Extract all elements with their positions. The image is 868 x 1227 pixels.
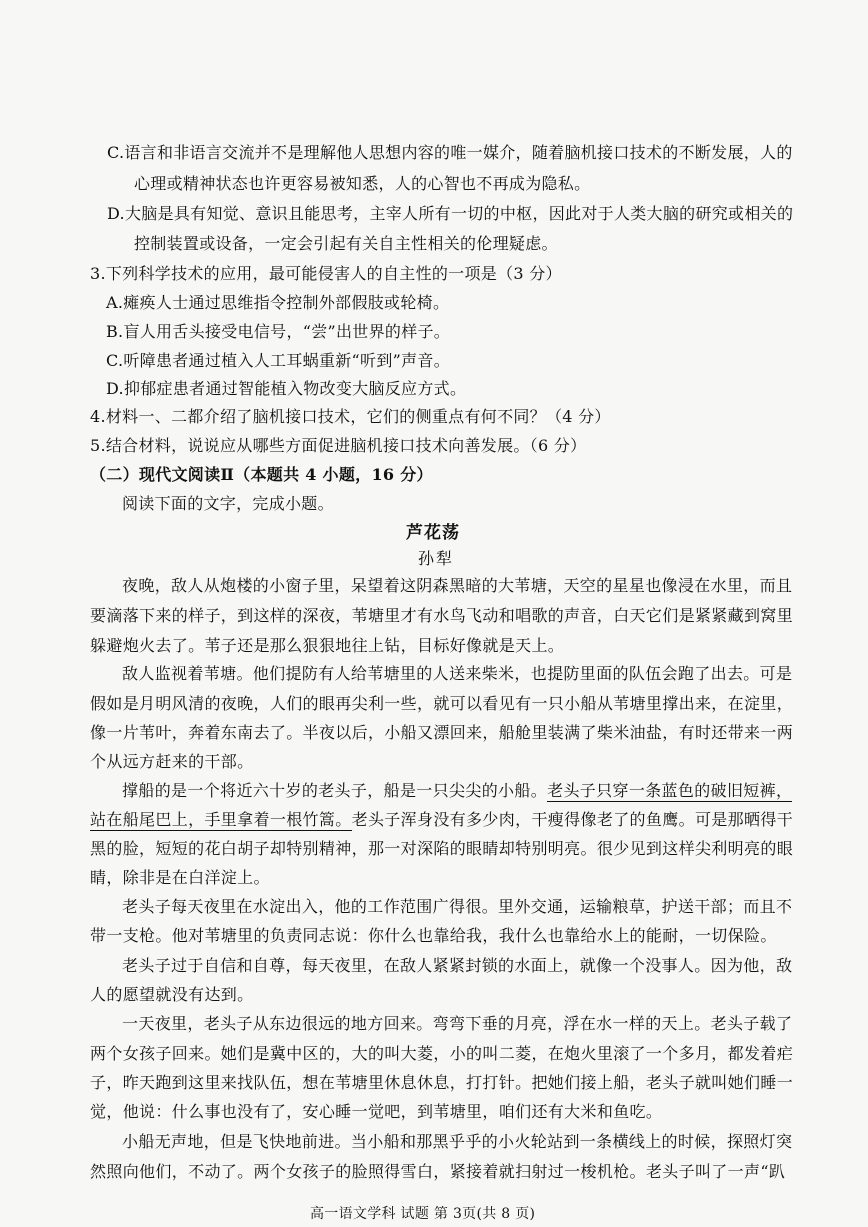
- question-3-option-a: A.瘫痪人士通过思维指令控制外部假肢或轮椅。: [106, 293, 450, 312]
- option-d-line1: D.大脑是具有知觉、意识且能思考，主宰人所有一切的中枢，因此对于人类大脑的研究或相关的: [107, 204, 794, 223]
- article-author: 孙犁: [418, 549, 455, 568]
- article-title: 芦花荡: [406, 523, 460, 543]
- article-line: 睛，除非是在白洋淀上。: [90, 868, 270, 887]
- article-line: 一天夜里，老头子从东边很远的地方回来。弯弯下垂的月亮，浮在水一样的天上。老头子载了: [122, 1014, 793, 1033]
- article-line: 夜晚，敌人从炮楼的小窗子里，呆望着这阴森黑暗的大苇塘，天空的星星也像浸在水里，而且: [122, 576, 793, 595]
- article-line: 小船无声地，但是飞快地前进。当小船和那黑乎乎的小火轮站到一条横线上的时候，探照灯突: [122, 1132, 793, 1151]
- article-line: 老头子过于自信和自尊，每天夜里，在敌人紧紧封锁的水面上，就像一个没事人。因为他，敌: [122, 956, 793, 975]
- option-c-line2: 心理或精神状态也许更容易被知悉，人的心智也不再成为隐私。: [134, 174, 591, 193]
- article-line: 觉，他说：什么事也没有了，安心睡一觉吧，到苇塘里，咱们还有大米和鱼吃。: [90, 1102, 663, 1121]
- article-text: 老头子浑身没有多少肉，干瘦得像老了的鱼鹰。可是那晒得干: [351, 810, 794, 829]
- question-5: 5.结合材料，说说应从哪些方面促进脑机接口技术向善发展。（6 分）: [90, 436, 587, 455]
- article-line: [122, 781, 792, 801]
- question-3-option-b: B.盲人用舌头接受电信号，“尝”出世界的样子。: [106, 322, 451, 341]
- article-line: 带一支枪。他对苇塘里的负责同志说：你什么也靠给我，我什么也靠给水上的能耐，一切保险。: [90, 926, 777, 945]
- underlined-text: 站在船尾巴上，手里拿着一根竹篙。: [90, 810, 352, 829]
- section-instruction: 阅读下面的文字，完成小题。: [122, 494, 334, 513]
- article-line: 子，昨天跑到这里来找队伍，想在苇塘里休息休息，打打针。把她们接上船，老头子就叫她们睡一: [90, 1073, 794, 1092]
- article-line: 个从远方赶来的干部。: [90, 752, 254, 771]
- question-4: 4.材料一、二都介绍了脑机接口技术，它们的侧重点有何不同？（4 分）: [90, 407, 611, 426]
- article-line: 两个女孩子回来。她们是冀中区的，大的叫大菱，小的叫二菱，在炮火里滚了一个多月，都发着疟: [90, 1044, 794, 1063]
- article-line: [90, 810, 793, 830]
- article-line: 黑的脸，短短的花白胡子却特别精神，那一对深陷的眼睛却特别明亮。很少见到这样尖利明亮的眼: [90, 839, 794, 858]
- option-d-line2: 控制装置或设备，一定会引起有关自主性相关的伦理疑虑。: [134, 234, 558, 253]
- question-3-option-c: C.听障患者通过植入人工耳蜗重新“听到”声音。: [106, 351, 451, 370]
- article-line: 老头子每天夜里在水淀出入，他的工作范围广得很。里外交通，运输粮草，护送干部；而且不: [122, 897, 793, 916]
- article-line: 敌人监视着苇塘。他们提防有人给苇塘里的人送来柴米，也提防里面的队伍会跑了出去。可是: [122, 664, 793, 683]
- page-footer: 高一语文学科 试题 第 3页(共 8 页): [310, 1206, 536, 1222]
- article-text: 撑船的是一个将近六十岁的老头子，船是一只尖尖的小船。: [122, 781, 548, 800]
- article-line: 要滴落下来的样子，到这样的深夜，苇塘里才有水鸟飞动和唱歌的声音，白天它们是紧紧藏到窝里: [90, 606, 794, 625]
- article-line: 像一片苇叶，奔着东南去了。半夜以后，小船又漂回来，船舱里装满了柴米油盐，有时还带来一两: [90, 723, 794, 742]
- option-c-line1: C.语言和非语言交流并不是理解他人思想内容的唯一媒介，随着脑机接口技术的不断发展，人的: [107, 143, 793, 162]
- article-line: 然照向他们，不动了。两个女孩子的脸照得雪白，紧接着就扫射过一梭机枪。老头子叫了一声“趴: [90, 1162, 786, 1181]
- question-3-stem: 3.下列科学技术的应用，最可能侵害人的自主性的一项是（3 分）: [90, 264, 562, 283]
- section-heading: （二）现代文阅读Ⅱ（本题共 4 小题，16 分）: [90, 465, 433, 484]
- underlined-text: 老头子只穿一条蓝色的破旧短裤，: [547, 781, 793, 800]
- article-line: 假如是月明风清的夜晚，人们的眼再尖利一些，就可以看见有一只小船从苇塘里撑出来，在淀里，: [90, 694, 794, 713]
- article-line: 躲避炮火去了。苇子还是那么狠狠地往上钻，目标好像就是天上。: [90, 636, 565, 655]
- article-line: 人的愿望就没有达到。: [90, 985, 254, 1004]
- question-3-option-d: D.抑郁症患者通过智能植入物改变大脑反应方式。: [106, 379, 467, 398]
